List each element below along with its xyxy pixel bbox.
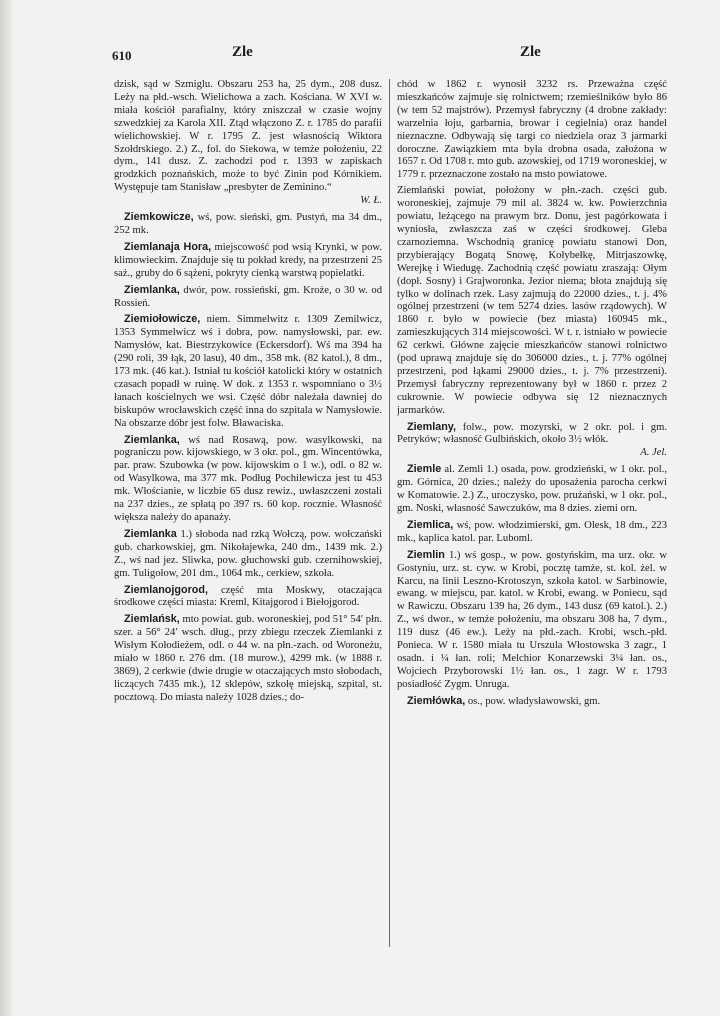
entry-headword: Ziemkowicze, [124,211,194,224]
entry-signature: W. Ł. [360,195,382,207]
entry-text: folw., pow. mozyrski, w 2 okr. pol. i gm. Petryków; własność Gulbińskich, około 3½ włók. [397,421,667,446]
entry-text: 1.) słoboda nad rzką Wołczą, pow. wołczański gub. charkowskiej, gm. Nikołajewka, 240 dm., 1439 mk. 2.) Z., wś nad jez. Sliwka, pow. głuchowski gub. czernihowskiej, gm. Tuligołow, 201 dm., 1064 mk., cerkiew, szkoła. [114,528,382,579]
entry-text: Ziemlański powiat, położony w płn.-zach. części gub. woroneskiej, zajmuje 79 mil al. 3824 w. kw. Powierzchnia powiatu, leżącego na prawym brz. Donu, jest pagórkowata i wyniosła, zwłaszcza zaś w części środkowej. Gleba czarnoziemna. Wschodnią granicę powiatu stanowi Don, przybierający Bogatą Snowę, Kołybełkę, Mitrjaszowkę, Werejkę i Wiedugę. Zachodnią część powiatu zraszają: Ołym (dopł. Sosny) i Grajworonka. Jezior niema; błota znajdują się tylko w dolinach rzek. Lasy zajmują do 22000 dzies., t. j. 4% ogólnej przestrzeni (w tem 5274 dzies. lasów rządowych). W 1860 r. było w powiecie (bez miasta) 160945 mk., zamieszkujących 314 miejscowości. W t. r. istniało w powiecie 62 cerkwi. Główne zajęcie mieszkańców stanowi rolnictwo (pod uprawą znajduje się do 306000 dzies., t. j. 77% ogólnej przestrzeni, pod łąkami 29000 dzies., t. j. 7% przestrzeni). Przemysł fabryczny reprezentowany był w 1860 r. przez 2 cukrownie. W powiecie odbywa się 12 nieznacznych jarmarków. [397,185,667,416]
dictionary-entry [397,519,667,546]
dictionary-entry [397,695,667,709]
entry-signature: A. Jel. [640,447,667,459]
entry-headword: Ziemlanka, [124,433,180,446]
entry-headword: Ziemlanojgorod, [124,583,208,596]
entry-headword: Ziemlanka, [124,283,180,296]
dictionary-entry [114,79,382,208]
entry-text: część mta Moskwy, otaczająca środkowe części miasta: Kreml, Kitajgorod i Biełojgorod. [114,584,382,609]
dictionary-entry [114,211,382,238]
dictionary-entry [397,463,667,516]
entry-headword: Ziemlin [407,548,445,561]
entry-text: os., pow. władysławowski, gm. [467,695,601,707]
entry-text: wś, pow. włodzimierski, gm. Olesk, 18 dm., 223 mk., kaplica katol. par. Luboml. [397,519,667,544]
left-column [114,79,382,969]
dictionary-entry [397,185,667,417]
entry-headword: Ziemlańsk, [124,613,180,626]
dictionary-entry [114,241,382,281]
entry-text: niem. Simmelwitz r. 1309 Zemilwicz, 1353 Symmelwicz wś i dobra, pow. namysłowski, par. ew. Namysłów, kat. Biestrzykowice (Eckersdorf). Wś ma 394 ha (290 roli, 39 łąk, 20 lasu), 40 dm., 358 mk. (82 katol.), 8 dm., 173 mk. (46 kat.). Istniał tu kościół katolicki który w ostatnich czasach popadł w ruinę. W dok. z 1353 r. wspomniano o 3½ łanach kościelnych we wsi. Część dóbr należała dawniej do biskupów wrocławskich część inna do szpitala w Namysłowie. Na obszarze dóbr jest folw. Bławaciska. [114,314,382,429]
dictionary-entry [114,284,382,311]
entry-headword: Ziemle [407,463,442,476]
page-number: 610 [112,48,132,63]
entry-text: chód w 1862 r. wynosił 3232 rs. Przeważna część mieszkańców zajmuje się rolnictwem; rzemieślników było 86 (w tem 52 majstrów). Przemysł fabryczny (4 drobne zakłady: warzelnia łoju, garbarnia, browar i cegielnia) oraz handel nieznaczne. Odbywają się targi co niedziela oraz 3 jarmarki doroczne. Zawiązkiem mta była drobna osada, założona w 1657 r. Od 1708 r. mto gub. azowskiej, od 1719 woroneskiej, w 1779 r. przeznaczone zostało na msto powiatowe. [397,79,667,181]
right-running-head: Zle [520,44,541,60]
dictionary-entry [397,79,667,182]
right-column [397,79,667,969]
entry-headword: Ziemiołowicze, [124,313,201,326]
dictionary-entry [114,613,382,704]
entry-text: wś, pow. sieński, gm. Pustyń, ma 34 dm., 252 mk. [114,212,382,236]
dictionary-entry [397,421,667,461]
entry-text: 1.) wś gosp., w pow. gostyńskim, ma urz. okr. w Gostyniu, urz. st. cyw. w Krobi, pocztę tamże, st. kol. żel. w Karcu, na linii Leszno-Krotoszyn, szkoła katol. w Sarbinowie, ewang. w miejscu, par. katol. w Krobi, ewang. w Poniecu, sąd w Rawiczu. Obszaru 139 ha, 26 dym., 143 dusz (69 katol.). 2.) Z., wś dwor., w temże położeniu, ma obszaru 308 ha, 7 dym., 119 dusz (46 ew.). Leży na płd.-zach. Krobi, wsch.-płd. Ponieca. W r. 1580 miała tu Urszula Włostowska 3 zagr., 1 osadn. i ¼ łan. roli; Melchior Konarzewski 3¼ łan. os., Wojciech Przyborowski 1½ łan. os., 1 zagr. W r. 1793 posiadłość Zygm. Unruga. [397,549,667,690]
dictionary-entry [114,528,382,581]
page-header [0,44,720,66]
entry-text: mto powiat. gub. woroneskiej, pod 51° 54′ płn. szer. a 56° 24′ wsch. dług., przy zbiegu rzeczek Ziemlanki z Wisłym Kołodieżem, odl. o 44 w. na płn.-zach. od Woroneżu, miało w 1860 r. 276 dm. (18 murow.), 4299 mk. (w 1888 r. 3869), 2 cerkwie (dwie drugie w otaczających msto słobodach, liczących 7435 mk.), 12 sklepów, szkołę miejską, szpital, st. pocztową. Do miasta należy 1028 dzies.; do- [114,614,382,703]
dictionary-entry [397,549,667,692]
entry-headword: Ziemlanka [124,527,177,540]
dictionary-entry [114,584,382,611]
entry-text: miejscowość pod wsią Krynki, w pow. klimowieckim. Znajduje się tu pokład kredy, na przestrzeni 25 saż., gruby do 6 sążeni, pokryty cienką warstwą popielatki. [114,241,382,279]
binding-shadow [0,0,14,1016]
dictionary-entry [114,313,382,430]
left-running-head: Zle [232,44,253,60]
entry-text: wś nad Rosawą, pow. wasylkowski, na pograniczu pow. kijowskiego, w 3 okr. pol., gm. Wincentówka, par. praw. Szubowka (w pow. kijowskim o 1 w.), odl. o 82 w. od Wasylkowa, ma 377 mk. Podług Pochilewicza jest tu 453 mk. Włościanie, w liczbie 65 dusz rewiz., uwłaszczeni zostali na 237 dzies., ze spłatą po 397 rs. 60 kop. rocznie. Własność większa należy do apanaży. [114,434,382,523]
entry-text: al. Zemli 1.) osada, pow. grodzieński, w 1 okr. pol., gm. Górnica, 20 dzies.; należy do uposażenia parocha cerkwi w Komatowie. 2.) Z., uroczysko, pow. prużański, w 1 okr. pol., gm. Noski, własność Sawczuków, ma 8 dzies. ziemi orn. [397,464,667,514]
column-divider [389,79,390,947]
entry-headword: Ziemlanaja Hora, [124,240,212,253]
dictionary-entry [114,434,382,525]
entry-text: dwór, pow. rossieński, gm. Kroże, o 30 w. od Rossień. [114,284,382,309]
entry-headword: Ziemlany, [407,420,457,433]
entry-headword: Ziemlica, [407,518,454,531]
entry-text: dzisk, sąd w Szmiglu. Obszaru 253 ha, 25 dym., 208 dusz. Leży na płd.-wsch. Wielichowa a zach. Kościana. W XVI w. miała kościół parafialny, który zniszczał w czasie wojny szwedzkiej za Karola XII. Ztąd włączono Z. r. 1785 do parafii wielichowskiej. W r. 1795 Z. jest własnością Wiktora Szołdrskiego. 2.) Z., fol. do Siekowa, w temże położeniu, 22 dym., 141 dusz. Z. zachodzi pod r. 1393 w zapiskach grodzkich poznańskich, może to być Zinin pod Kórnikiem. Występuje tam Stanisław „presbyter de Zeminino.“ [114,79,382,194]
entry-headword: Ziemłówka, [407,694,466,707]
